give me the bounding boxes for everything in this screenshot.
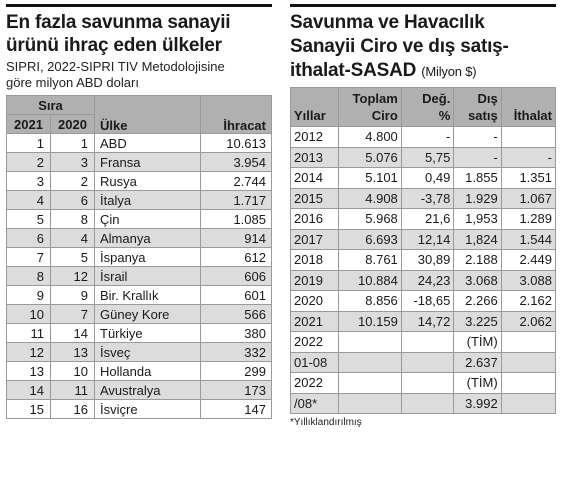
header-ithalat: İthalat	[501, 88, 555, 127]
cell-yil: 2016	[291, 209, 339, 230]
exporters-table	[6, 95, 272, 419]
cell-ithalat: 1.067	[501, 188, 555, 209]
cell-ulke: Avustralya	[95, 381, 201, 400]
cell-ciro: 5.076	[339, 147, 402, 168]
cell-r2020: 5	[51, 248, 95, 267]
cell-deg	[401, 393, 454, 414]
cell-r2020: 10	[51, 362, 95, 381]
table-row	[7, 343, 272, 362]
cell-deg	[401, 373, 454, 394]
table-row	[7, 286, 272, 305]
cell-ithalat	[501, 332, 555, 353]
cell-deg	[401, 332, 454, 353]
cell-ciro	[339, 373, 402, 394]
cell-yil: 2017	[291, 229, 339, 250]
cell-r2020: 1	[51, 134, 95, 153]
table-row	[291, 188, 556, 209]
cell-ihracat: 606	[201, 267, 272, 286]
cell-dis: 2.637	[454, 352, 501, 373]
cell-r2021: 14	[7, 381, 51, 400]
cell-ithalat: 1.351	[501, 168, 555, 189]
table-row	[291, 291, 556, 312]
header-2021: 2021	[7, 115, 51, 134]
cell-r2021: 3	[7, 172, 51, 191]
cell-deg: 14,72	[401, 311, 454, 332]
top-rule	[6, 4, 272, 7]
cell-yil: 2022	[291, 332, 339, 353]
cell-dis: 1,824	[454, 229, 501, 250]
cell-ciro	[339, 332, 402, 353]
cell-ciro: 5.101	[339, 168, 402, 189]
cell-deg: 5,75	[401, 147, 454, 168]
exporters-title: En fazla savunma sanayii ürünü ihraç eden ülkeler	[6, 12, 231, 56]
cell-deg: 30,89	[401, 250, 454, 271]
cell-ciro: 6.693	[339, 229, 402, 250]
cell-r2020: 8	[51, 210, 95, 229]
cell-ciro: 4.800	[339, 127, 402, 148]
table-row	[291, 332, 556, 353]
sasad-table	[290, 87, 556, 414]
cell-ulke: Rusya	[95, 172, 201, 191]
cell-yil: 2019	[291, 270, 339, 291]
cell-dis: 1.855	[454, 168, 501, 189]
cell-ulke: Güney Kore	[95, 305, 201, 324]
table-row	[7, 153, 272, 172]
cell-yil: 2022	[291, 373, 339, 394]
cell-r2020: 13	[51, 343, 95, 362]
cell-yil: 2021	[291, 311, 339, 332]
table-row	[7, 362, 272, 381]
cell-ciro: 5.968	[339, 209, 402, 230]
table-row	[291, 250, 556, 271]
cell-deg: -	[401, 127, 454, 148]
cell-ulke: İsrail	[95, 267, 201, 286]
table-row	[291, 127, 556, 148]
cell-ihracat: 3.954	[201, 153, 272, 172]
cell-deg: 24,23	[401, 270, 454, 291]
cell-ulke: ABD	[95, 134, 201, 153]
cell-r2020: 12	[51, 267, 95, 286]
cell-yil: 2014	[291, 168, 339, 189]
cell-ithalat	[501, 393, 555, 414]
cell-ihracat: 612	[201, 248, 272, 267]
sasad-title: Savunma ve Havacılık Sanayii Ciro ve dış satış- ithalat-SASAD (Milyon $)	[290, 12, 509, 81]
header-ciro: Toplam Ciro	[339, 88, 402, 127]
cell-r2021: 5	[7, 210, 51, 229]
cell-dis: -	[454, 127, 501, 148]
cell-ulke: İsveç	[95, 343, 201, 362]
cell-yil: /08*	[291, 393, 339, 414]
header-2020: 2020	[51, 115, 95, 134]
table-row	[291, 229, 556, 250]
cell-dis: 1,953	[454, 209, 501, 230]
cell-deg: -18,65	[401, 291, 454, 312]
cell-ithalat: 2.162	[501, 291, 555, 312]
cell-ihracat: 380	[201, 324, 272, 343]
cell-r2020: 16	[51, 400, 95, 419]
top-rule	[290, 4, 556, 7]
cell-r2020: 3	[51, 153, 95, 172]
table-row	[7, 191, 272, 210]
table-row	[7, 381, 272, 400]
cell-ithalat: 1.289	[501, 209, 555, 230]
header-sira: Sıra	[7, 96, 95, 115]
cell-deg: 21,6	[401, 209, 454, 230]
cell-ciro	[339, 352, 402, 373]
cell-ciro: 8.761	[339, 250, 402, 271]
cell-r2021: 9	[7, 286, 51, 305]
cell-r2021: 12	[7, 343, 51, 362]
cell-ciro: 10.159	[339, 311, 402, 332]
cell-ihracat: 601	[201, 286, 272, 305]
cell-r2021: 7	[7, 248, 51, 267]
exporters-subtitle: SIPRI, 2022-SIPRI TIV Metodolojisine göre milyon ABD doları	[6, 59, 225, 90]
cell-deg: 0,49	[401, 168, 454, 189]
cell-yil: 2013	[291, 147, 339, 168]
table-row	[7, 305, 272, 324]
table-row	[7, 134, 272, 153]
cell-ithalat: 3.088	[501, 270, 555, 291]
cell-r2021: 1	[7, 134, 51, 153]
cell-ulke: İsviçre	[95, 400, 201, 419]
cell-r2021: 8	[7, 267, 51, 286]
cell-dis: (TİM)	[454, 332, 501, 353]
cell-r2021: 6	[7, 229, 51, 248]
cell-ulke: Türkiye	[95, 324, 201, 343]
cell-r2021: 11	[7, 324, 51, 343]
cell-r2020: 7	[51, 305, 95, 324]
cell-r2021: 13	[7, 362, 51, 381]
cell-ihracat: 2.744	[201, 172, 272, 191]
footnote: *Yıllıklandırılmış	[290, 417, 362, 428]
cell-ithalat: -	[501, 147, 555, 168]
cell-dis: -	[454, 147, 501, 168]
cell-ithalat	[501, 373, 555, 394]
cell-r2021: 15	[7, 400, 51, 419]
table-row	[291, 311, 556, 332]
cell-r2020: 2	[51, 172, 95, 191]
cell-r2020: 9	[51, 286, 95, 305]
cell-ithalat	[501, 352, 555, 373]
table-row	[7, 229, 272, 248]
cell-ihracat: 566	[201, 305, 272, 324]
cell-ulke: Çin	[95, 210, 201, 229]
cell-yil: 2018	[291, 250, 339, 271]
cell-ithalat: 2.449	[501, 250, 555, 271]
unit-label: (Milyon $)	[421, 64, 477, 79]
cell-r2021: 2	[7, 153, 51, 172]
cell-ihracat: 1.085	[201, 210, 272, 229]
sasad-panel	[290, 4, 556, 428]
table-row	[291, 393, 556, 414]
header-dis-satis: Dış satış	[454, 88, 501, 127]
cell-dis: 2.188	[454, 250, 501, 271]
exporters-table-body	[7, 134, 272, 419]
cell-ihracat: 10.613	[201, 134, 272, 153]
cell-ithalat	[501, 127, 555, 148]
cell-dis: 3.992	[454, 393, 501, 414]
cell-ciro: 8.856	[339, 291, 402, 312]
cell-ciro: 10.884	[339, 270, 402, 291]
table-row	[291, 147, 556, 168]
cell-yil: 01-08	[291, 352, 339, 373]
cell-ihracat: 299	[201, 362, 272, 381]
cell-r2020: 4	[51, 229, 95, 248]
cell-dis: 3.225	[454, 311, 501, 332]
cell-r2021: 10	[7, 305, 51, 324]
cell-yil: 2020	[291, 291, 339, 312]
cell-ulke: Bir. Krallık	[95, 286, 201, 305]
cell-dis: 1.929	[454, 188, 501, 209]
cell-r2021: 4	[7, 191, 51, 210]
table-row	[7, 172, 272, 191]
cell-ithalat: 1.544	[501, 229, 555, 250]
cell-ihracat: 147	[201, 400, 272, 419]
header-ihracat: İhracat	[201, 96, 272, 134]
cell-ciro: 4.908	[339, 188, 402, 209]
cell-dis: 3.068	[454, 270, 501, 291]
table-row	[291, 373, 556, 394]
table-row	[7, 267, 272, 286]
header-ulke: Ülke	[95, 96, 201, 134]
cell-r2020: 11	[51, 381, 95, 400]
cell-deg	[401, 352, 454, 373]
cell-ithalat: 2.062	[501, 311, 555, 332]
table-row	[291, 270, 556, 291]
cell-ulke: İspanya	[95, 248, 201, 267]
header-yillar: Yıllar	[291, 88, 339, 127]
table-row	[7, 324, 272, 343]
cell-ulke: Almanya	[95, 229, 201, 248]
cell-ihracat: 914	[201, 229, 272, 248]
header-degisim: Değ. %	[401, 88, 454, 127]
cell-ihracat: 1.717	[201, 191, 272, 210]
cell-ihracat: 332	[201, 343, 272, 362]
cell-dis: (TİM)	[454, 373, 501, 394]
table-row	[291, 168, 556, 189]
cell-ulke: Hollanda	[95, 362, 201, 381]
cell-r2020: 6	[51, 191, 95, 210]
cell-ulke: İtalya	[95, 191, 201, 210]
table-row	[7, 248, 272, 267]
cell-yil: 2015	[291, 188, 339, 209]
table-row	[7, 210, 272, 229]
sasad-table-body	[291, 127, 556, 414]
cell-yil: 2012	[291, 127, 339, 148]
table-row	[291, 209, 556, 230]
cell-ciro	[339, 393, 402, 414]
cell-ulke: Fransa	[95, 153, 201, 172]
table-row	[7, 400, 272, 419]
cell-deg: 12,14	[401, 229, 454, 250]
cell-ihracat: 173	[201, 381, 272, 400]
cell-deg: -3,78	[401, 188, 454, 209]
table-row	[291, 352, 556, 373]
cell-dis: 2.266	[454, 291, 501, 312]
exporters-panel	[6, 4, 272, 419]
cell-r2020: 14	[51, 324, 95, 343]
